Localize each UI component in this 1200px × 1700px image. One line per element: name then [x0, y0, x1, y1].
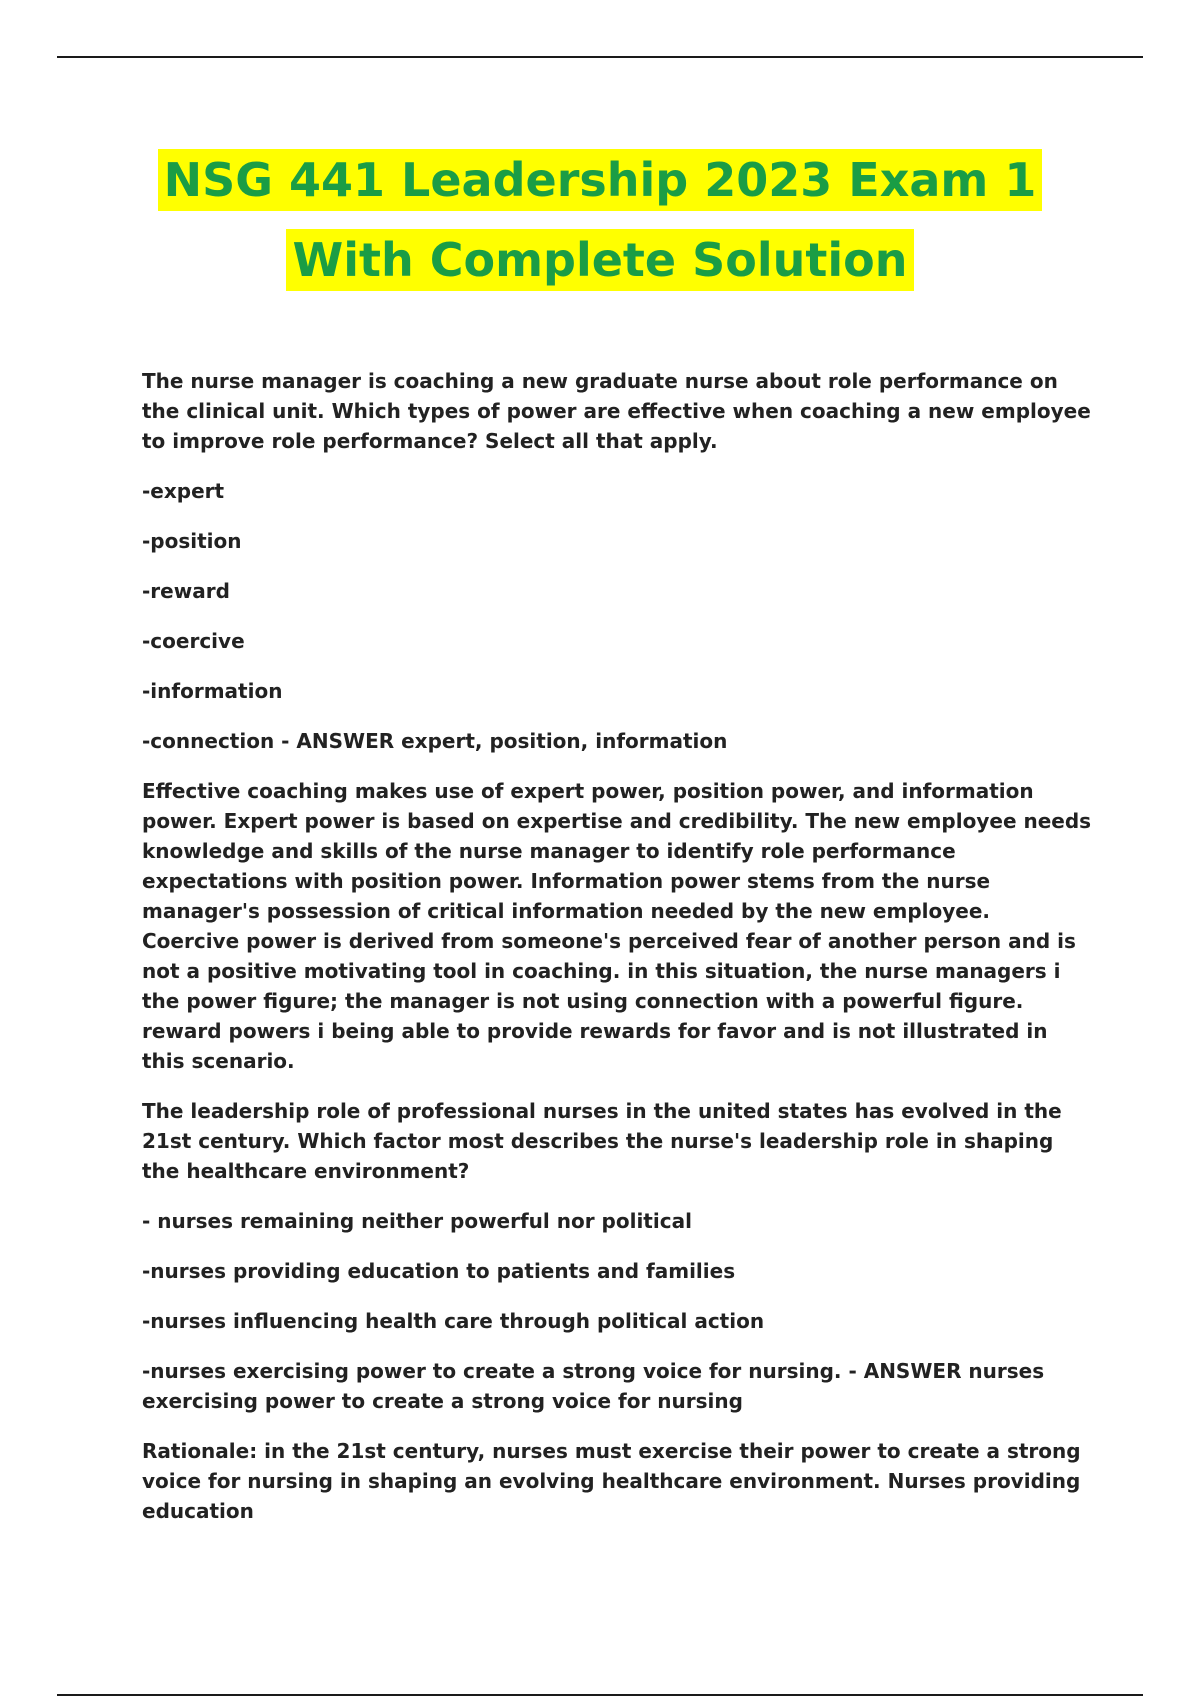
question-1-text: The nurse manager is coaching a new graduate nurse about role performance on the clinical unit. Which types of power are effective when coaching a new employee to improve role performance? Select all that apply.	[142, 369, 1091, 453]
q1-option-coercive: -coercive	[142, 629, 245, 653]
q2-option-1: - nurses remaining neither powerful nor political	[142, 1209, 692, 1233]
q1-option-connection-answer: -connection - ANSWER expert, position, information	[142, 729, 728, 753]
title-line-2: With Complete Solution	[286, 229, 913, 291]
question-1-rationale: Effective coaching makes use of expert power, position power, and information power. Expert power is based on expertise and credibility. The new employee needs knowledge and skills of the nurse manager to identify role performance expectations with position power. Information power stems from the nurse manager's possession of critical information needed by the new employee. Coercive power is derived from someone's perceived fear of another person and is not a positive motivating tool in coaching. in this situation, the nurse managers i the power figure; the manager is not using connection with a powerful figure. reward powers i being able to provide rewards for favor and is not illustrated in this scenario.	[142, 779, 1092, 1073]
title-line-1: NSG 441 Leadership 2023 Exam 1	[158, 149, 1043, 211]
q2-option-2: -nurses providing education to patients and families	[142, 1259, 736, 1283]
question-2-text: The leadership role of professional nurses in the united states has evolved in the 21st century. Which factor most describes the nurse's leadership role in shaping the healthcare environment?	[142, 1099, 1062, 1183]
document-title	[0, 140, 1200, 300]
bottom-rule	[57, 1694, 1143, 1696]
question-2-rationale: Rationale: in the 21st century, nurses must exercise their power to create a strong voice for nursing in shaping an evolving healthcare environment. Nurses providing education	[142, 1439, 1081, 1523]
q1-option-reward: -reward	[142, 579, 230, 603]
q2-option-4-answer: -nurses exercising power to create a strong voice for nursing. - ANSWER nurses exercising power to create a strong voice for nursing	[142, 1359, 1045, 1413]
q1-option-information: -information	[142, 679, 283, 703]
top-rule	[57, 56, 1143, 58]
q2-option-3: -nurses influencing health care through political action	[142, 1309, 765, 1333]
q1-option-expert: -expert	[142, 479, 225, 503]
document-body	[142, 366, 1092, 1546]
q1-option-position: -position	[142, 529, 242, 553]
